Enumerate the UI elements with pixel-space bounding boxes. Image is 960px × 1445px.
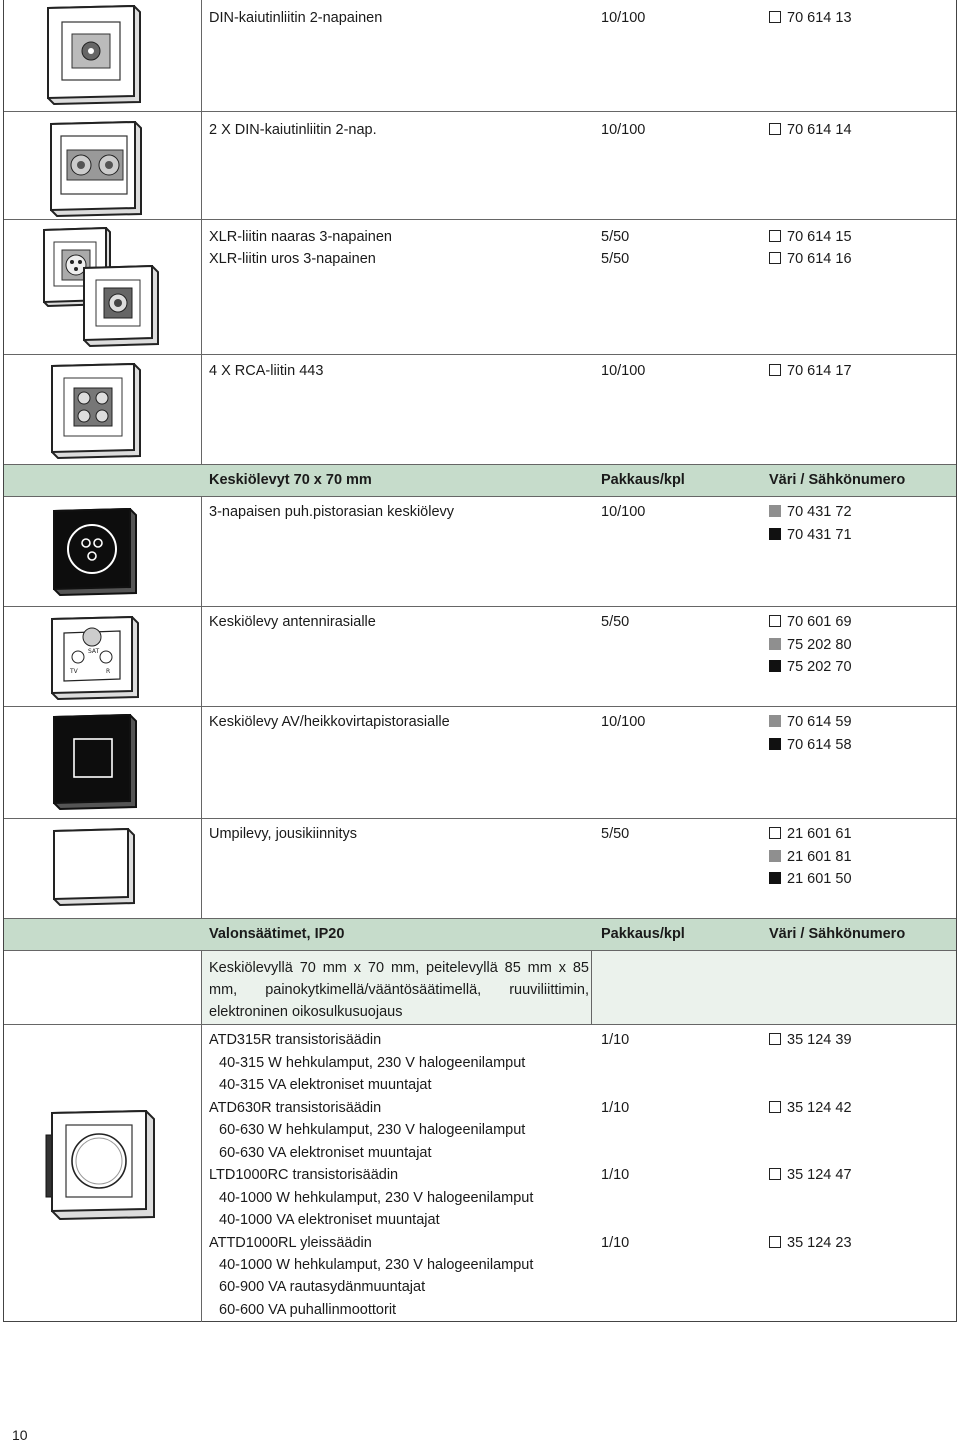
color-swatch-white — [769, 123, 781, 135]
pack-size: 1/10 — [601, 1235, 630, 1251]
section-title: Valonsäätimet, IP20 — [209, 926, 345, 942]
section-header — [4, 918, 956, 950]
product-code: 75 202 80 — [769, 634, 852, 656]
image-cell — [4, 1025, 202, 1322]
double-din-socket-illustration — [47, 120, 147, 218]
image-cell — [4, 497, 202, 606]
code-header: Väri / Sähkönumero — [769, 926, 906, 942]
color-swatch-white — [769, 230, 781, 242]
product-code: 35 124 39 — [769, 1029, 852, 1051]
product-detail: 40-1000 VA elektroniset muuntajat — [219, 1212, 440, 1228]
intro-row — [4, 950, 956, 1024]
image-cell — [4, 819, 202, 918]
table-row — [4, 219, 956, 354]
product-detail: 40-315 W hehkulamput, 230 V halogeenilamput — [219, 1055, 526, 1071]
table-row — [4, 0, 956, 111]
product-name: Keskiölevy AV/heikkovirtapistorasialle — [209, 714, 450, 730]
product-code: 35 124 42 — [769, 1097, 852, 1119]
pack-size: 1/10 — [601, 1100, 630, 1116]
product-name: ATD315R transistorisäädin — [209, 1032, 382, 1048]
color-swatch-white — [769, 1168, 781, 1180]
product-detail: 60-600 VA puhallinmoottorit — [219, 1302, 397, 1318]
section-title: Keskiölevyt 70 x 70 mm — [209, 472, 372, 488]
page-number: 10 — [12, 1427, 28, 1443]
product-code: 70 614 58 — [769, 734, 852, 756]
product-code: 21 601 61 — [769, 823, 852, 845]
image-cell — [4, 220, 202, 354]
table-row — [4, 606, 956, 706]
image-cell — [4, 355, 202, 464]
product-code: 70 614 15 — [769, 226, 852, 248]
pack-size: 5/50 — [601, 826, 630, 842]
pack-size: 10/100 — [601, 714, 646, 730]
table-row — [4, 354, 956, 464]
pack-header: Pakkaus/kpl — [601, 472, 685, 488]
pack-size: 5/50 — [601, 251, 630, 267]
product-name: 3-napaisen puh.pistorasian keskiölevy — [209, 504, 455, 520]
image-cell — [4, 707, 202, 818]
color-swatch-white — [769, 827, 781, 839]
color-swatch-white — [769, 364, 781, 376]
product-code: 70 614 17 — [769, 360, 852, 382]
av-plate-illustration — [50, 713, 142, 813]
product-code: 35 124 23 — [769, 1232, 852, 1254]
color-swatch-grey — [769, 850, 781, 862]
product-code: 70 431 72 — [769, 501, 852, 523]
color-swatch-grey — [769, 505, 781, 517]
product-code: 70 614 14 — [769, 119, 852, 141]
product-code: 70 601 69 — [769, 611, 852, 633]
table-row — [4, 706, 956, 818]
section-header — [4, 464, 956, 496]
blank-plate-illustration — [50, 827, 140, 909]
product-name: Umpilevy, jousikiinnitys — [209, 826, 357, 842]
product-code: 21 601 81 — [769, 846, 852, 868]
color-swatch-white — [769, 1236, 781, 1248]
product-detail: 60-900 VA rautasydänmuuntajat — [219, 1279, 426, 1295]
xlr-socket-illustration — [40, 226, 165, 350]
pack-size: 10/100 — [601, 363, 646, 379]
product-name: 2 X DIN-kaiutinliitin 2-nap. — [209, 122, 377, 138]
intro-text: Keskiölevyllä 70 mm x 70 mm, peitelevyllä 85 mm x 85 mm, painokytkimellä/vääntösäätimellä, ruuviliittimin, elektroninen oikosulkusuojaus — [209, 960, 589, 1020]
image-cell — [4, 0, 202, 111]
phone-socket-illustration — [50, 507, 142, 599]
table-row — [4, 1024, 956, 1322]
color-swatch-white — [769, 1101, 781, 1113]
color-swatch-black — [769, 738, 781, 750]
color-swatch-black — [769, 872, 781, 884]
product-name: Keskiölevy antennirasialle — [209, 614, 376, 630]
pack-size: 10/100 — [601, 122, 646, 138]
product-name: DIN-kaiutinliitin 2-napainen — [209, 10, 383, 26]
din-speaker-socket-illustration — [44, 4, 144, 106]
tv-label: TV — [70, 668, 78, 675]
color-swatch-black — [769, 528, 781, 540]
dimmer-illustration — [42, 1107, 162, 1225]
product-detail: 60-630 W hehkulamput, 230 V halogeenilamput — [219, 1122, 526, 1138]
product-table — [3, 0, 957, 1322]
product-name: 4 X RCA-liitin 443 — [209, 363, 324, 379]
color-swatch-white — [769, 11, 781, 23]
color-swatch-white — [769, 615, 781, 627]
product-name: ATTD1000RL yleissäädin — [209, 1235, 372, 1251]
divider — [591, 951, 592, 1024]
product-detail: 40-1000 W hehkulamput, 230 V halogeenilamput — [219, 1257, 534, 1273]
color-swatch-grey — [769, 638, 781, 650]
product-detail: 40-315 VA elektroniset muuntajat — [219, 1077, 432, 1093]
product-code: 70 431 71 — [769, 524, 852, 546]
table-row — [4, 496, 956, 606]
r-label: R — [106, 668, 111, 675]
pack-size: 5/50 — [601, 229, 630, 245]
product-name: XLR-liitin naaras 3-napainen — [209, 229, 392, 245]
product-name: LTD1000RC transistorisäädin — [209, 1167, 399, 1183]
product-code: 21 601 50 — [769, 868, 852, 890]
product-code: 70 614 16 — [769, 248, 852, 270]
product-name: XLR-liitin uros 3-napainen — [209, 251, 376, 267]
pack-size: 10/100 — [601, 504, 646, 520]
product-code: 70 614 59 — [769, 711, 852, 733]
sat-label: SAT — [88, 648, 100, 655]
color-swatch-white — [769, 1033, 781, 1045]
code-header: Väri / Sähkönumero — [769, 472, 906, 488]
antenna-plate-illustration — [48, 615, 142, 703]
pack-size: 1/10 — [601, 1167, 630, 1183]
image-cell — [4, 607, 202, 706]
image-cell — [4, 112, 202, 219]
pack-header: Pakkaus/kpl — [601, 926, 685, 942]
pack-size: 1/10 — [601, 1032, 630, 1048]
product-name: ATD630R transistorisäädin — [209, 1100, 382, 1116]
product-code: 75 202 70 — [769, 656, 852, 678]
product-detail: 40-1000 W hehkulamput, 230 V halogeenilamput — [219, 1190, 534, 1206]
product-code: 35 124 47 — [769, 1164, 852, 1186]
color-swatch-black — [769, 660, 781, 672]
color-swatch-grey — [769, 715, 781, 727]
pack-size: 10/100 — [601, 10, 646, 26]
image-cell — [4, 951, 202, 1024]
table-row — [4, 818, 956, 918]
table-row — [4, 111, 956, 219]
product-detail: 60-630 VA elektroniset muuntajat — [219, 1145, 432, 1161]
color-swatch-white — [769, 252, 781, 264]
rca-socket-illustration — [48, 362, 144, 462]
product-code: 70 614 13 — [769, 7, 852, 29]
pack-size: 5/50 — [601, 614, 630, 630]
